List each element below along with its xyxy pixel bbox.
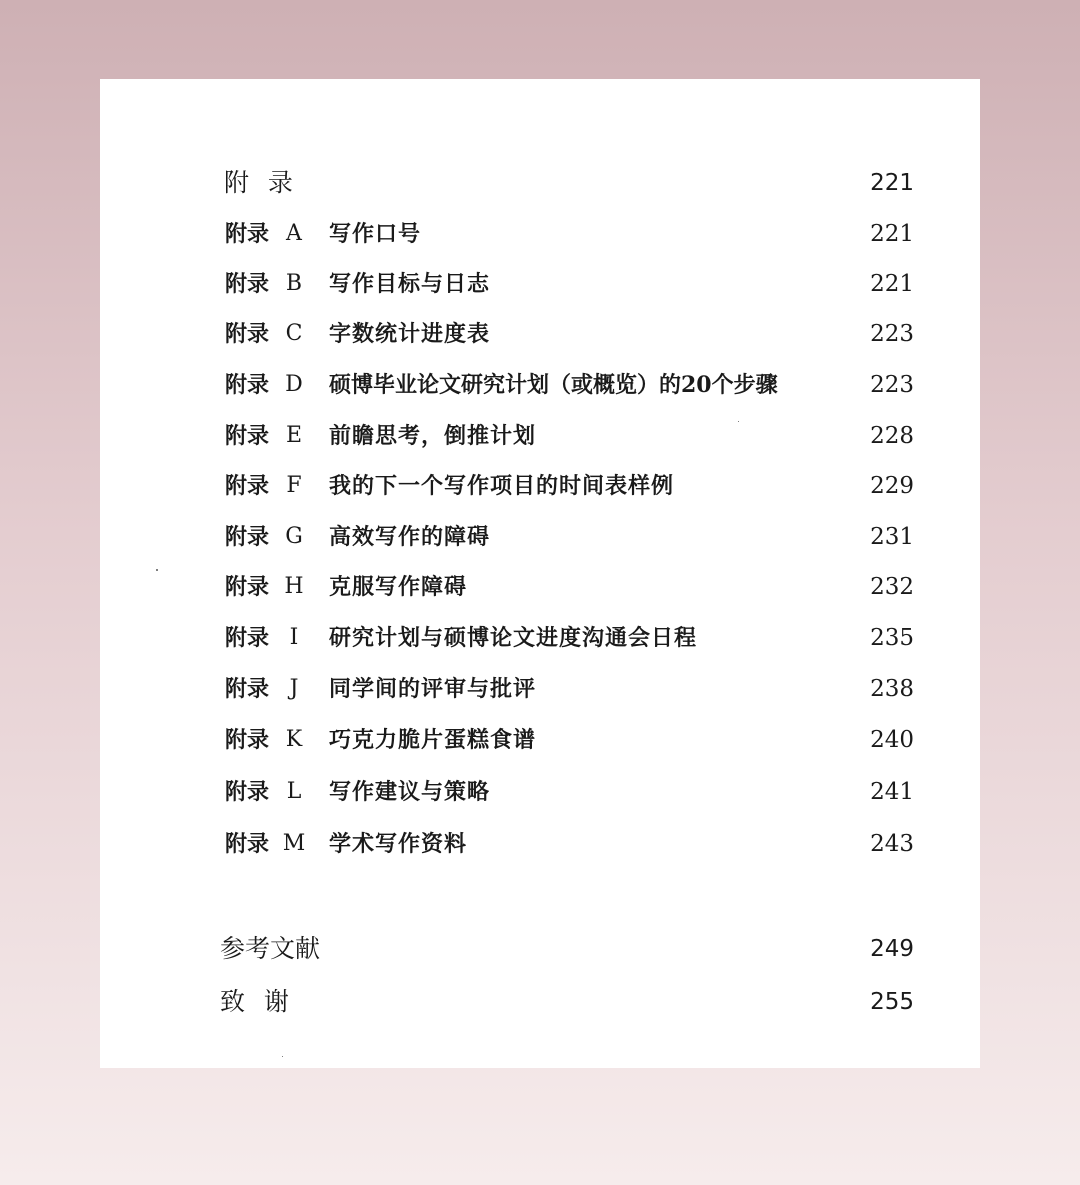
entry-prefix: 附录 (225, 321, 270, 347)
entry-prefix: 附录 (225, 727, 270, 753)
entry-page: 228 (870, 423, 914, 449)
entry-letter: D (285, 372, 303, 397)
references-label: 参考文献 (220, 934, 321, 963)
toc-entry-f[interactable] (100, 466, 980, 506)
entry-letter: C (285, 321, 303, 346)
entry-title: 我的下一个写作项目的时间表样例 (329, 473, 675, 499)
entry-title: 巧克力脆片蛋糕食谱 (329, 727, 537, 753)
appendix-header-page: 221 (870, 170, 914, 196)
toc-references[interactable] (100, 929, 980, 969)
entry-prefix: 附录 (225, 473, 270, 499)
entry-title: 克服写作障碍 (329, 574, 468, 600)
entry-letter: K (285, 727, 303, 752)
toc-entry-c[interactable] (100, 314, 980, 354)
entry-title: 前瞻思考，倒推计划 (329, 423, 537, 449)
book-page (100, 79, 980, 1068)
entry-letter: I (289, 625, 299, 650)
toc-entry-a[interactable] (100, 214, 980, 254)
toc-appendix-header[interactable] (100, 163, 980, 203)
entry-title: 研究计划与硕博论文进度沟通会日程 (329, 625, 698, 651)
entry-title: 写作建议与策略 (329, 779, 491, 805)
entry-letter: A (286, 221, 302, 246)
references-page: 249 (870, 936, 914, 962)
acknowledgements-label: 致 谢 (220, 987, 290, 1016)
entry-page: 232 (870, 574, 914, 600)
entry-prefix: 附录 (225, 423, 270, 449)
entry-title: 学术写作资料 (329, 831, 468, 857)
entry-title: 高效写作的障碍 (329, 524, 491, 550)
entry-page: 241 (870, 779, 914, 805)
entry-prefix: 附录 (225, 574, 270, 600)
entry-prefix: 附录 (225, 524, 270, 550)
entry-letter: M (282, 831, 306, 856)
toc-entry-e[interactable] (100, 416, 980, 456)
scan-speck (282, 1056, 283, 1057)
entry-page: 240 (870, 727, 914, 753)
entry-title: 字数统计进度表 (329, 321, 491, 347)
entry-title: 写作口号 (329, 221, 422, 247)
scan-speck (738, 421, 739, 422)
entry-page: 221 (870, 221, 914, 247)
entry-prefix: 附录 (225, 372, 270, 398)
entry-page: 223 (870, 321, 914, 347)
toc-entry-i[interactable] (100, 618, 980, 658)
entry-prefix: 附录 (225, 831, 270, 857)
toc-acknowledgements[interactable] (100, 982, 980, 1022)
entry-page: 231 (870, 524, 914, 550)
entry-page: 229 (870, 473, 914, 499)
entry-page: 238 (870, 676, 914, 702)
entry-prefix: 附录 (225, 221, 270, 247)
entry-letter: L (286, 779, 302, 804)
appendix-header-label: 附 录 (224, 168, 294, 197)
entry-letter: H (284, 574, 304, 599)
entry-prefix: 附录 (225, 779, 270, 805)
entry-page: 223 (870, 372, 914, 398)
toc-entry-j[interactable] (100, 669, 980, 709)
toc-entry-g[interactable] (100, 517, 980, 557)
entry-letter: E (285, 423, 303, 448)
entry-title: 写作目标与日志 (329, 271, 491, 297)
entry-letter: G (285, 524, 303, 549)
entry-prefix: 附录 (225, 271, 270, 297)
entry-page: 221 (870, 271, 914, 297)
toc-entry-m[interactable] (100, 824, 980, 864)
toc-entry-l[interactable] (100, 772, 980, 812)
toc-entry-d[interactable] (100, 365, 980, 405)
entry-letter: F (286, 473, 302, 498)
entry-page: 235 (870, 625, 914, 651)
toc-entry-h[interactable] (100, 567, 980, 607)
entry-title: 同学间的评审与批评 (329, 676, 537, 702)
toc-entry-b[interactable] (100, 264, 980, 304)
entry-title: 硕博毕业论文研究计划（或概览）的20个步骤 (329, 372, 778, 398)
entry-page: 243 (870, 831, 914, 857)
entry-letter: J (289, 676, 299, 701)
entry-prefix: 附录 (225, 676, 270, 702)
scan-speck (156, 569, 158, 571)
entry-prefix: 附录 (225, 625, 270, 651)
entry-letter: B (285, 271, 303, 296)
acknowledgements-page: 255 (870, 989, 914, 1015)
toc-entry-k[interactable] (100, 720, 980, 760)
